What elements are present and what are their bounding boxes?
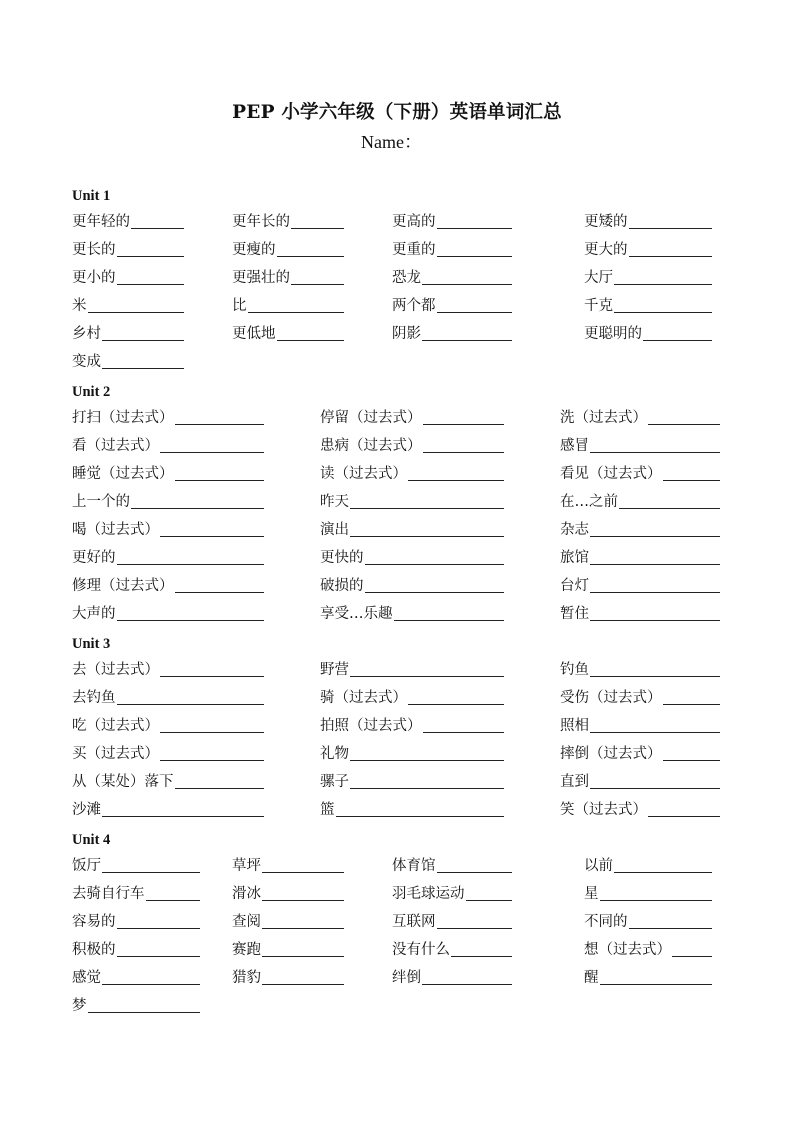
vocab-prompt: 更年长的 bbox=[232, 214, 290, 230]
answer-blank[interactable] bbox=[146, 886, 201, 901]
vocab-prompt: 米 bbox=[72, 298, 87, 314]
vocab-prompt: 更大的 bbox=[584, 242, 628, 258]
vocab-prompt: 感冒 bbox=[560, 438, 589, 454]
vocab-prompt: 台灯 bbox=[560, 578, 589, 594]
vocab-prompt: 野营 bbox=[320, 662, 349, 678]
answer-blank[interactable] bbox=[466, 886, 513, 901]
answer-blank[interactable] bbox=[629, 242, 713, 257]
answer-blank[interactable] bbox=[160, 746, 264, 761]
vocab-entry bbox=[320, 464, 504, 482]
vocab-prompt: 感觉 bbox=[72, 970, 101, 986]
answer-blank[interactable] bbox=[262, 858, 344, 873]
vocab-entry bbox=[560, 772, 720, 790]
answer-blank[interactable] bbox=[350, 522, 504, 537]
answer-blank[interactable] bbox=[160, 438, 264, 453]
vocab-prompt: 查阅 bbox=[232, 914, 261, 930]
vocab-prompt: 照相 bbox=[560, 718, 589, 734]
vocab-entry bbox=[232, 856, 344, 874]
vocab-entry bbox=[320, 772, 504, 790]
vocab-prompt: 看（过去式） bbox=[72, 438, 159, 454]
answer-blank[interactable] bbox=[423, 410, 505, 425]
vocab-prompt: 更重的 bbox=[392, 242, 436, 258]
vocab-entry bbox=[560, 744, 720, 762]
unit-heading: Unit 3 bbox=[72, 636, 111, 652]
vocab-entry bbox=[584, 884, 712, 902]
vocab-entry bbox=[232, 268, 344, 286]
answer-blank[interactable] bbox=[590, 550, 720, 565]
vocab-prompt: 钓鱼 bbox=[560, 662, 589, 678]
answer-blank[interactable] bbox=[451, 942, 512, 957]
vocab-entry bbox=[584, 296, 712, 314]
vocab-entry bbox=[560, 464, 720, 482]
answer-blank[interactable] bbox=[117, 690, 265, 705]
vocab-prompt: 更长的 bbox=[72, 242, 116, 258]
answer-blank[interactable] bbox=[117, 606, 265, 621]
vocab-prompt: 骑（过去式） bbox=[320, 690, 407, 706]
answer-blank[interactable] bbox=[175, 578, 265, 593]
vocab-entry bbox=[560, 520, 720, 538]
vocab-entry bbox=[72, 212, 184, 230]
vocab-entry bbox=[392, 240, 512, 258]
vocab-prompt: 容易的 bbox=[72, 914, 116, 930]
vocab-prompt: 打扫（过去式） bbox=[72, 410, 174, 426]
answer-blank[interactable] bbox=[102, 354, 184, 369]
vocab-entry bbox=[392, 212, 512, 230]
vocab-prompt: 猎豹 bbox=[232, 970, 261, 986]
vocab-entry bbox=[72, 800, 264, 818]
answer-blank[interactable] bbox=[648, 802, 720, 817]
vocab-entry bbox=[320, 744, 504, 762]
name-field-label: Name： bbox=[361, 132, 422, 152]
vocab-prompt: 破损的 bbox=[320, 578, 364, 594]
vocab-entry bbox=[560, 660, 720, 678]
vocab-prompt: 买（过去式） bbox=[72, 746, 159, 762]
vocab-entry bbox=[72, 688, 264, 706]
answer-blank[interactable] bbox=[648, 410, 720, 425]
vocab-entry bbox=[72, 604, 264, 622]
vocab-prompt: 昨天 bbox=[320, 494, 349, 510]
answer-blank[interactable] bbox=[131, 214, 184, 229]
answer-blank[interactable] bbox=[117, 270, 185, 285]
vocab-entry bbox=[320, 716, 504, 734]
vocab-entry bbox=[232, 240, 344, 258]
vocab-prompt: 洗（过去式） bbox=[560, 410, 647, 426]
vocab-entry bbox=[320, 408, 504, 426]
answer-blank[interactable] bbox=[365, 550, 505, 565]
vocab-prompt: 千克 bbox=[584, 298, 613, 314]
answer-blank[interactable] bbox=[663, 690, 721, 705]
vocab-entry bbox=[72, 464, 264, 482]
answer-blank[interactable] bbox=[117, 550, 265, 565]
vocab-prompt: 醒 bbox=[584, 970, 599, 986]
vocab-entry bbox=[72, 772, 264, 790]
vocab-entry bbox=[72, 520, 264, 538]
answer-blank[interactable] bbox=[117, 914, 201, 929]
vocab-prompt: 吃（过去式） bbox=[72, 718, 159, 734]
answer-blank[interactable] bbox=[614, 858, 712, 873]
vocab-entry bbox=[584, 940, 712, 958]
vocab-entry bbox=[232, 324, 344, 342]
answer-blank[interactable] bbox=[629, 914, 713, 929]
answer-blank[interactable] bbox=[160, 662, 264, 677]
vocab-entry bbox=[232, 912, 344, 930]
vocab-entry bbox=[584, 240, 712, 258]
answer-blank[interactable] bbox=[422, 970, 512, 985]
answer-blank[interactable] bbox=[175, 774, 265, 789]
vocab-prompt: 更年轻的 bbox=[72, 214, 130, 230]
answer-blank[interactable] bbox=[643, 326, 712, 341]
answer-blank[interactable] bbox=[131, 494, 264, 509]
vocab-prompt: 上一个的 bbox=[72, 494, 130, 510]
answer-blank[interactable] bbox=[277, 326, 345, 341]
answer-blank[interactable] bbox=[160, 718, 264, 733]
vocab-prompt: 读（过去式） bbox=[320, 466, 407, 482]
vocab-entry bbox=[392, 912, 512, 930]
vocab-entry bbox=[72, 856, 200, 874]
vocab-entry bbox=[72, 436, 264, 454]
vocab-prompt: 饭厅 bbox=[72, 858, 101, 874]
vocab-prompt: 大厅 bbox=[584, 270, 613, 286]
answer-blank[interactable] bbox=[277, 242, 345, 257]
vocab-entry bbox=[72, 968, 200, 986]
vocab-prompt: 互联网 bbox=[392, 914, 436, 930]
vocab-prompt: 礼物 bbox=[320, 746, 349, 762]
vocab-entry bbox=[560, 548, 720, 566]
vocab-entry bbox=[72, 940, 200, 958]
vocab-entry bbox=[72, 548, 264, 566]
answer-blank[interactable] bbox=[262, 914, 344, 929]
answer-blank[interactable] bbox=[88, 998, 201, 1013]
vocab-entry bbox=[584, 968, 712, 986]
vocab-prompt: 摔倒（过去式） bbox=[560, 746, 662, 762]
answer-blank[interactable] bbox=[422, 326, 512, 341]
answer-blank[interactable] bbox=[590, 774, 720, 789]
vocab-entry bbox=[72, 492, 264, 510]
vocab-entry bbox=[392, 884, 512, 902]
vocab-entry bbox=[584, 268, 712, 286]
vocab-entry bbox=[392, 324, 512, 342]
vocab-prompt: 恐龙 bbox=[392, 270, 421, 286]
vocab-prompt: 比 bbox=[232, 298, 247, 314]
vocab-prompt: 在…之前 bbox=[560, 494, 618, 510]
vocab-prompt: 从（某处）落下 bbox=[72, 774, 174, 790]
unit-heading: Unit 1 bbox=[72, 188, 111, 204]
answer-blank[interactable] bbox=[423, 718, 505, 733]
vocab-prompt: 没有什么 bbox=[392, 942, 450, 958]
answer-blank[interactable] bbox=[672, 942, 712, 957]
vocab-entry bbox=[72, 268, 184, 286]
answer-blank[interactable] bbox=[600, 886, 713, 901]
vocab-prompt: 滑冰 bbox=[232, 886, 261, 902]
vocab-prompt: 更矮的 bbox=[584, 214, 628, 230]
vocab-entry bbox=[320, 492, 504, 510]
vocab-entry bbox=[72, 744, 264, 762]
vocab-prompt: 更强壮的 bbox=[232, 270, 290, 286]
answer-blank[interactable] bbox=[350, 774, 504, 789]
vocab-entry bbox=[320, 548, 504, 566]
vocab-prompt: 患病（过去式） bbox=[320, 438, 422, 454]
vocab-prompt: 演出 bbox=[320, 522, 349, 538]
answer-blank[interactable] bbox=[437, 914, 513, 929]
answer-blank[interactable] bbox=[590, 578, 720, 593]
answer-blank[interactable] bbox=[117, 942, 201, 957]
answer-blank[interactable] bbox=[590, 522, 720, 537]
answer-blank[interactable] bbox=[160, 522, 264, 537]
vocab-entry bbox=[560, 604, 720, 622]
vocab-entry bbox=[560, 436, 720, 454]
answer-blank[interactable] bbox=[614, 298, 712, 313]
vocab-prompt: 变成 bbox=[72, 354, 101, 370]
vocab-entry bbox=[72, 352, 184, 370]
vocab-entry bbox=[392, 968, 512, 986]
vocab-prompt: 去钓鱼 bbox=[72, 690, 116, 706]
answer-blank[interactable] bbox=[423, 438, 505, 453]
vocab-entry bbox=[560, 492, 720, 510]
answer-blank[interactable] bbox=[590, 606, 720, 621]
vocab-entry bbox=[72, 884, 200, 902]
vocab-prompt: 暂住 bbox=[560, 606, 589, 622]
vocab-entry bbox=[560, 576, 720, 594]
answer-blank[interactable] bbox=[291, 270, 344, 285]
vocab-entry bbox=[320, 604, 504, 622]
vocab-entry bbox=[392, 296, 512, 314]
vocab-prompt: 去（过去式） bbox=[72, 662, 159, 678]
answer-blank[interactable] bbox=[102, 858, 200, 873]
answer-blank[interactable] bbox=[422, 270, 512, 285]
vocab-prompt: 梦 bbox=[72, 998, 87, 1014]
vocab-prompt: 更快的 bbox=[320, 550, 364, 566]
vocab-prompt: 受伤（过去式） bbox=[560, 690, 662, 706]
answer-blank[interactable] bbox=[600, 970, 713, 985]
answer-blank[interactable] bbox=[437, 298, 513, 313]
answer-blank[interactable] bbox=[408, 466, 504, 481]
vocab-entry bbox=[584, 856, 712, 874]
vocab-entry bbox=[72, 716, 264, 734]
vocab-entry bbox=[72, 240, 184, 258]
answer-blank[interactable] bbox=[437, 858, 513, 873]
answer-blank[interactable] bbox=[350, 662, 504, 677]
answer-blank[interactable] bbox=[262, 886, 344, 901]
vocab-prompt: 乡村 bbox=[72, 326, 101, 342]
answer-blank[interactable] bbox=[350, 494, 504, 509]
answer-blank[interactable] bbox=[350, 746, 504, 761]
vocab-prompt: 不同的 bbox=[584, 914, 628, 930]
vocab-prompt: 拍照（过去式） bbox=[320, 718, 422, 734]
vocab-entry bbox=[72, 912, 200, 930]
answer-blank[interactable] bbox=[437, 214, 513, 229]
vocab-prompt: 篮 bbox=[320, 802, 335, 818]
vocab-entry bbox=[584, 324, 712, 342]
vocab-prompt: 积极的 bbox=[72, 942, 116, 958]
answer-blank[interactable] bbox=[175, 410, 265, 425]
vocab-prompt: 更高的 bbox=[392, 214, 436, 230]
vocab-prompt: 骡子 bbox=[320, 774, 349, 790]
answer-blank[interactable] bbox=[336, 802, 505, 817]
vocab-entry bbox=[72, 996, 200, 1014]
vocab-entry bbox=[560, 716, 720, 734]
answer-blank[interactable] bbox=[590, 718, 720, 733]
vocab-entry bbox=[72, 408, 264, 426]
answer-blank[interactable] bbox=[262, 942, 344, 957]
vocab-prompt: 更低地 bbox=[232, 326, 276, 342]
answer-blank[interactable] bbox=[117, 242, 185, 257]
vocab-entry bbox=[320, 660, 504, 678]
vocab-prompt: 赛跑 bbox=[232, 942, 261, 958]
vocab-entry bbox=[392, 940, 512, 958]
vocab-entry bbox=[232, 884, 344, 902]
vocab-prompt: 星 bbox=[584, 886, 599, 902]
answer-blank[interactable] bbox=[175, 466, 265, 481]
unit-heading: Unit 2 bbox=[72, 384, 111, 400]
vocab-entry bbox=[72, 324, 184, 342]
vocab-prompt: 停留（过去式） bbox=[320, 410, 422, 426]
answer-blank[interactable] bbox=[437, 242, 513, 257]
unit-heading: Unit 4 bbox=[72, 832, 111, 848]
answer-blank[interactable] bbox=[291, 214, 344, 229]
vocab-entry bbox=[560, 688, 720, 706]
vocab-entry bbox=[320, 800, 504, 818]
answer-blank[interactable] bbox=[614, 270, 712, 285]
vocab-prompt: 阴影 bbox=[392, 326, 421, 342]
vocab-prompt: 羽毛球运动 bbox=[392, 886, 465, 902]
page-title: PEP 小学六年级（下册）英语单词汇总 bbox=[232, 102, 562, 123]
answer-blank[interactable] bbox=[102, 326, 184, 341]
vocab-prompt: 修理（过去式） bbox=[72, 578, 174, 594]
answer-blank[interactable] bbox=[365, 578, 505, 593]
vocab-prompt: 更小的 bbox=[72, 270, 116, 286]
vocab-entry bbox=[232, 940, 344, 958]
answer-blank[interactable] bbox=[663, 746, 721, 761]
vocab-entry bbox=[584, 912, 712, 930]
vocab-entry bbox=[232, 296, 344, 314]
vocab-prompt: 草坪 bbox=[232, 858, 261, 874]
vocab-prompt: 两个都 bbox=[392, 298, 436, 314]
vocab-prompt: 杂志 bbox=[560, 522, 589, 538]
vocab-prompt: 直到 bbox=[560, 774, 589, 790]
vocab-prompt: 去骑自行车 bbox=[72, 886, 145, 902]
vocab-prompt: 睡觉（过去式） bbox=[72, 466, 174, 482]
vocab-prompt: 更瘦的 bbox=[232, 242, 276, 258]
answer-blank[interactable] bbox=[102, 970, 200, 985]
vocab-prompt: 看见（过去式） bbox=[560, 466, 662, 482]
answer-blank[interactable] bbox=[590, 438, 720, 453]
vocab-entry bbox=[560, 408, 720, 426]
vocab-entry bbox=[392, 856, 512, 874]
vocab-prompt: 笑（过去式） bbox=[560, 802, 647, 818]
answer-blank[interactable] bbox=[590, 662, 720, 677]
answer-blank[interactable] bbox=[102, 802, 264, 817]
vocab-entry bbox=[320, 576, 504, 594]
answer-blank[interactable] bbox=[88, 298, 185, 313]
answer-blank[interactable] bbox=[248, 298, 345, 313]
vocab-entry bbox=[72, 660, 264, 678]
vocab-entry bbox=[72, 296, 184, 314]
vocab-prompt: 沙滩 bbox=[72, 802, 101, 818]
answer-blank[interactable] bbox=[394, 606, 505, 621]
vocab-entry bbox=[232, 212, 344, 230]
vocab-prompt: 大声的 bbox=[72, 606, 116, 622]
vocab-entry bbox=[72, 576, 264, 594]
vocab-entry bbox=[232, 968, 344, 986]
answer-blank[interactable] bbox=[262, 970, 344, 985]
answer-blank[interactable] bbox=[663, 466, 721, 481]
vocab-entry bbox=[392, 268, 512, 286]
vocab-entry bbox=[320, 436, 504, 454]
vocab-entry bbox=[560, 800, 720, 818]
vocab-prompt: 享受…乐趣 bbox=[320, 606, 393, 622]
vocab-entry bbox=[320, 688, 504, 706]
vocab-prompt: 更聪明的 bbox=[584, 326, 642, 342]
answer-blank[interactable] bbox=[629, 214, 713, 229]
vocab-prompt: 想（过去式） bbox=[584, 942, 671, 958]
answer-blank[interactable] bbox=[408, 690, 504, 705]
vocab-entry bbox=[320, 520, 504, 538]
vocab-entry bbox=[584, 212, 712, 230]
vocab-prompt: 绊倒 bbox=[392, 970, 421, 986]
answer-blank[interactable] bbox=[619, 494, 720, 509]
vocab-prompt: 更好的 bbox=[72, 550, 116, 566]
vocab-prompt: 体育馆 bbox=[392, 858, 436, 874]
vocab-prompt: 以前 bbox=[584, 858, 613, 874]
vocab-prompt: 旅馆 bbox=[560, 550, 589, 566]
vocab-prompt: 喝（过去式） bbox=[72, 522, 159, 538]
